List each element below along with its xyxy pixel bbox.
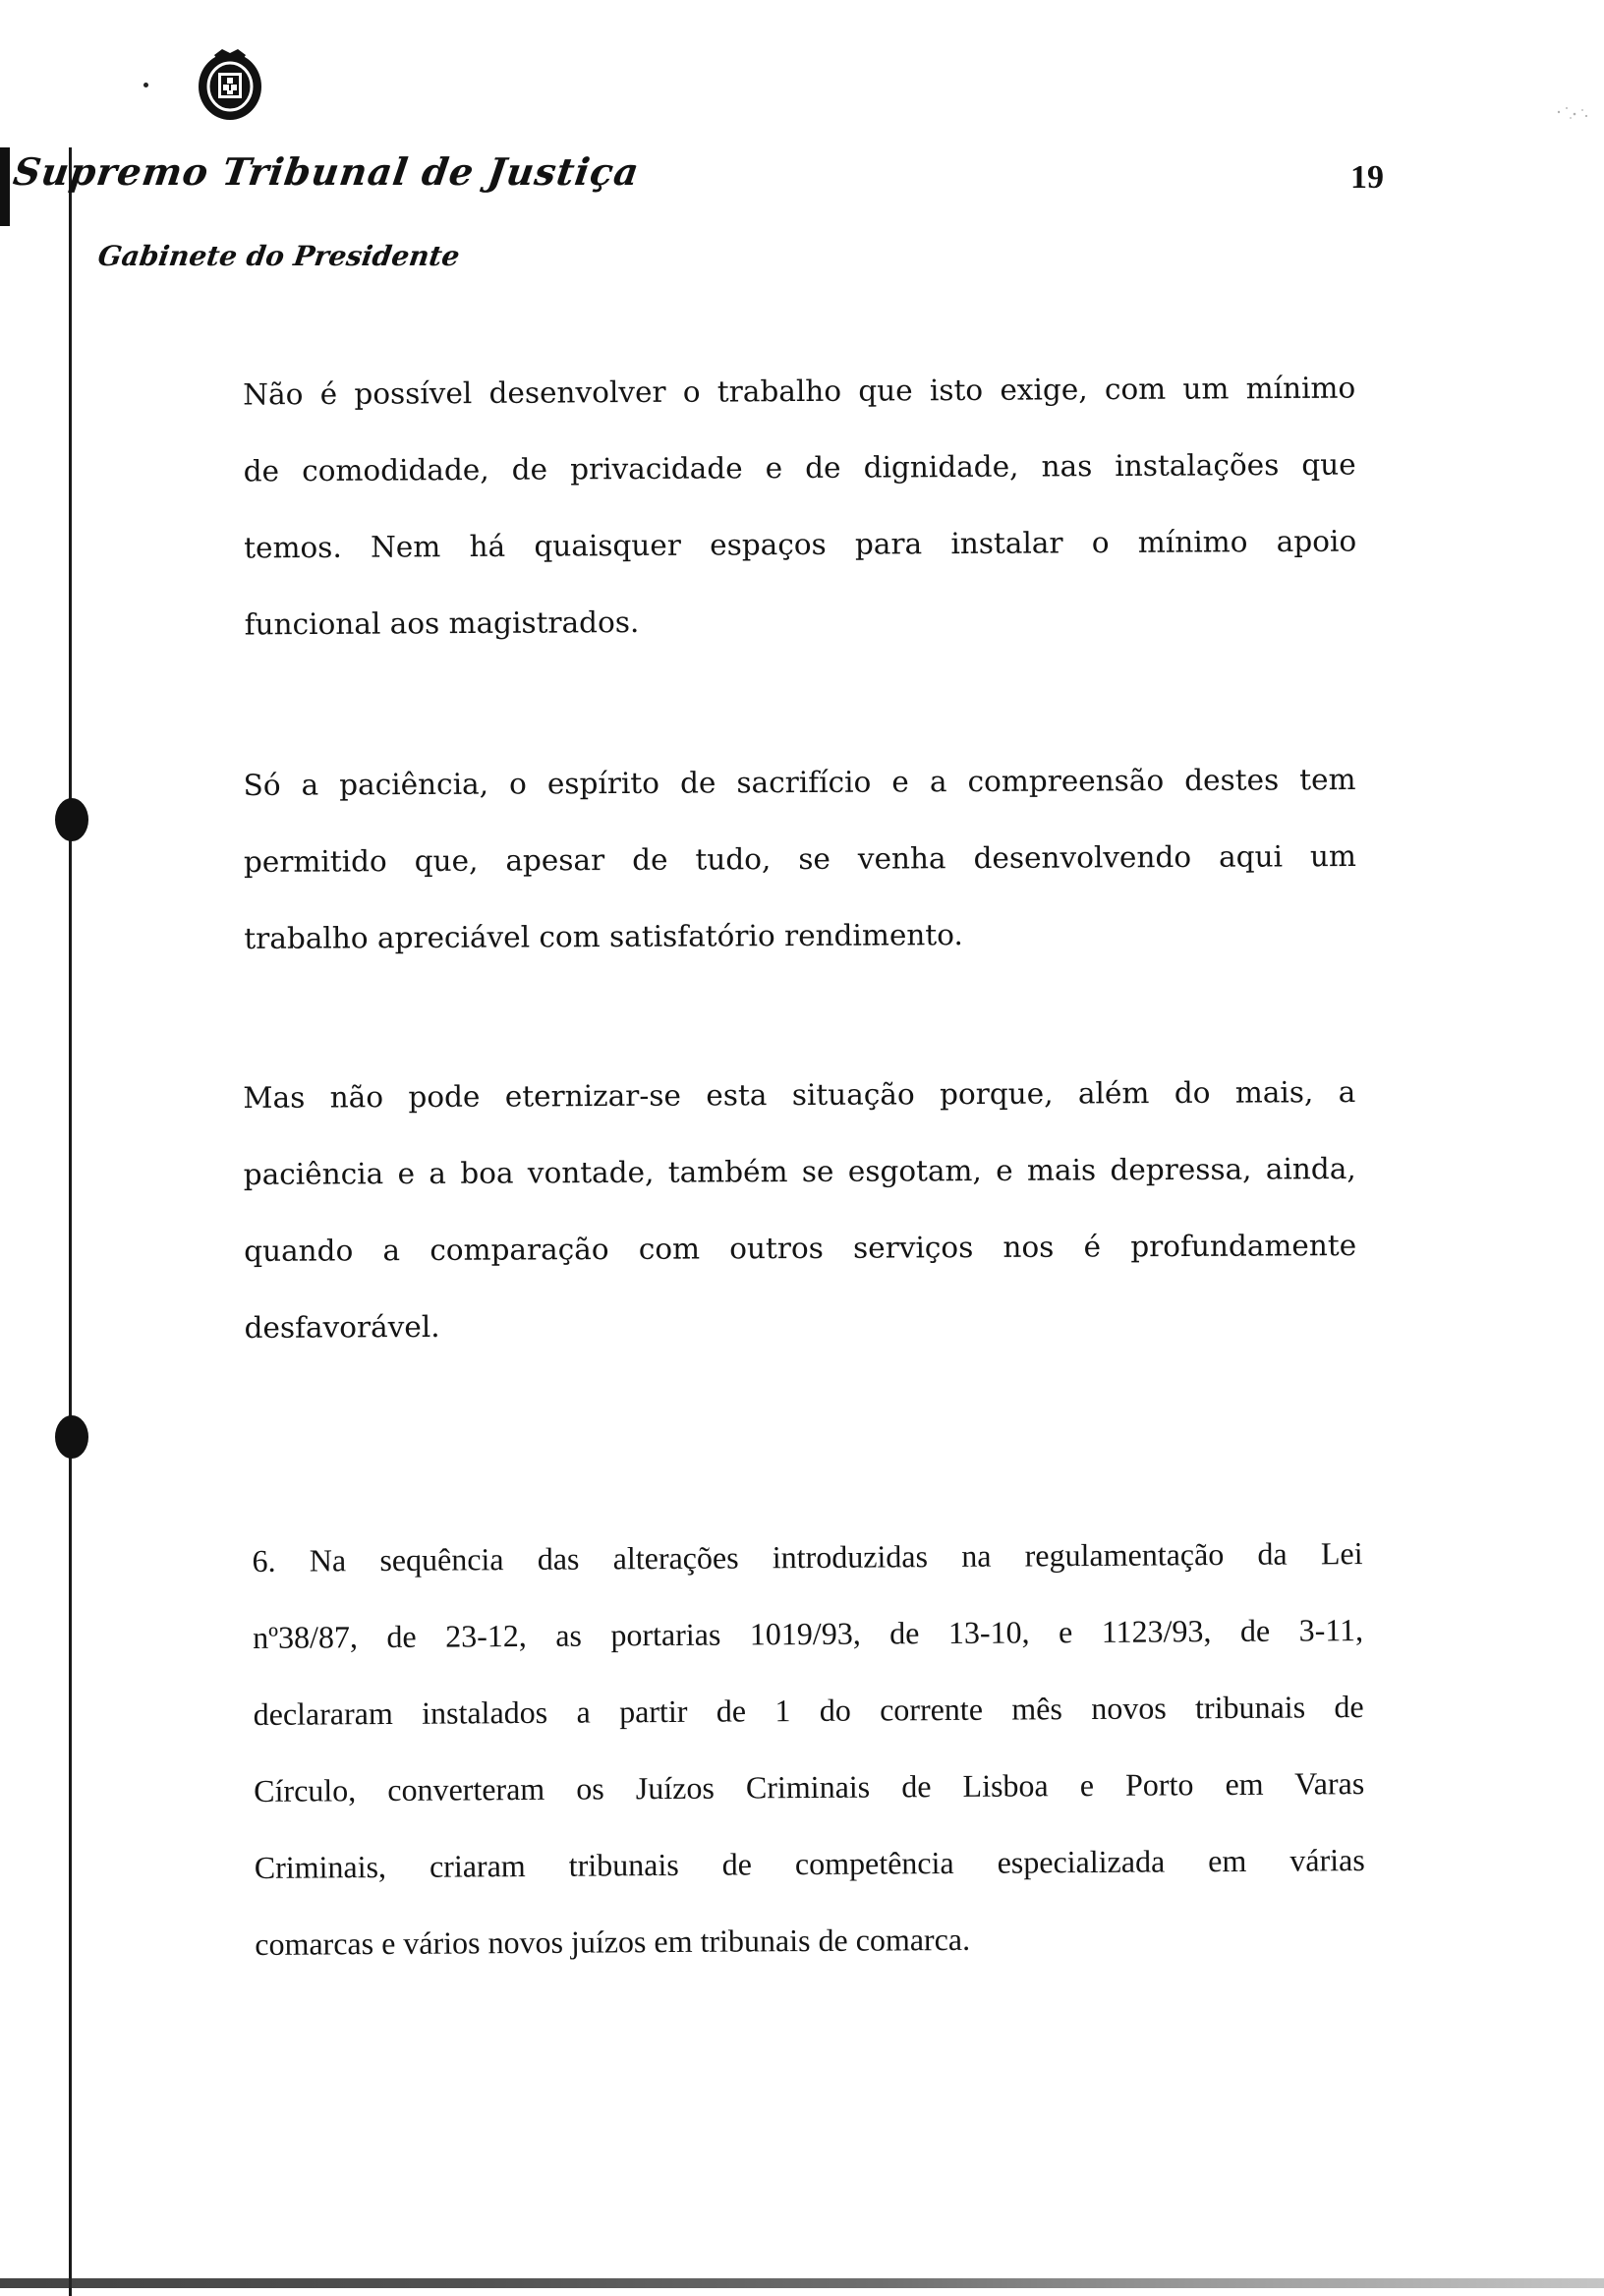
text-line: de comodidade, de privacidade e de dignidade, nas instalações que xyxy=(243,447,1356,488)
left-margin-rule xyxy=(69,147,72,2296)
institution-letterhead: Supremo Tribunal de Justiça xyxy=(10,149,643,194)
text-line: Não é possível desenvolver o trabalho que isto exige, com um mínimo xyxy=(243,371,1356,412)
office-letterhead: Gabinete do Presidente xyxy=(95,240,462,272)
ink-dot xyxy=(143,83,148,87)
portuguese-coat-of-arms-icon xyxy=(195,45,265,124)
text-line: trabalho apreciável com satisfatório rendimento. xyxy=(244,918,963,955)
text-line: quando a comparação com outros serviços nos é profundamente xyxy=(244,1229,1357,1268)
text-line: permitido que, apesar de tudo, se venha desenvolvendo aqui um xyxy=(243,839,1357,879)
text-line: Só a paciência, o espírito de sacrifício e a compreensão destes tem xyxy=(243,763,1356,802)
text-line: funcional aos magistrados. xyxy=(244,605,640,642)
text-line: comarcas e vários novos juízos em tribunais de comarca. xyxy=(255,1921,971,1962)
text-line: paciência e a boa vontade, também se esgotam, e mais depressa, ainda, xyxy=(243,1152,1356,1191)
text-line: 6. Na sequência das alterações introduzidas na regulamentação da Lei xyxy=(252,1535,1363,1578)
paragraph-2 xyxy=(243,750,1356,986)
text-line: desfavorável. xyxy=(244,1309,440,1345)
punch-hole-bottom xyxy=(55,1415,88,1459)
text-line: Criminais, criaram tribunais de competência especializada em várias xyxy=(254,1842,1365,1885)
text-line: temos. Nem há quaisquer espaços para instalar o mínimo apoio xyxy=(244,524,1357,565)
text-line: Círculo, converteram os Juízos Criminais de Lisboa e Porto em Varas xyxy=(254,1765,1365,1808)
paragraph-1 xyxy=(243,359,1357,672)
text-line: declararam instalados a partir de 1 do corrente mês novos tribunais de xyxy=(253,1689,1364,1732)
scan-speckle xyxy=(1553,98,1592,128)
text-line: nº38/87, de 23-12, as portarias 1019/93, de 13-10, e 1123/93, de 3-11, xyxy=(253,1612,1364,1655)
scan-edge-mark xyxy=(0,147,10,226)
paragraph-4 xyxy=(252,1523,1365,1991)
punch-hole-top xyxy=(55,798,88,841)
text-line: Mas não pode eternizar-se esta situação porque, além do mais, a xyxy=(243,1075,1356,1115)
scan-bottom-edge xyxy=(0,2278,1604,2288)
page-number: 19 xyxy=(1350,159,1384,196)
paragraph-3 xyxy=(243,1062,1357,1375)
